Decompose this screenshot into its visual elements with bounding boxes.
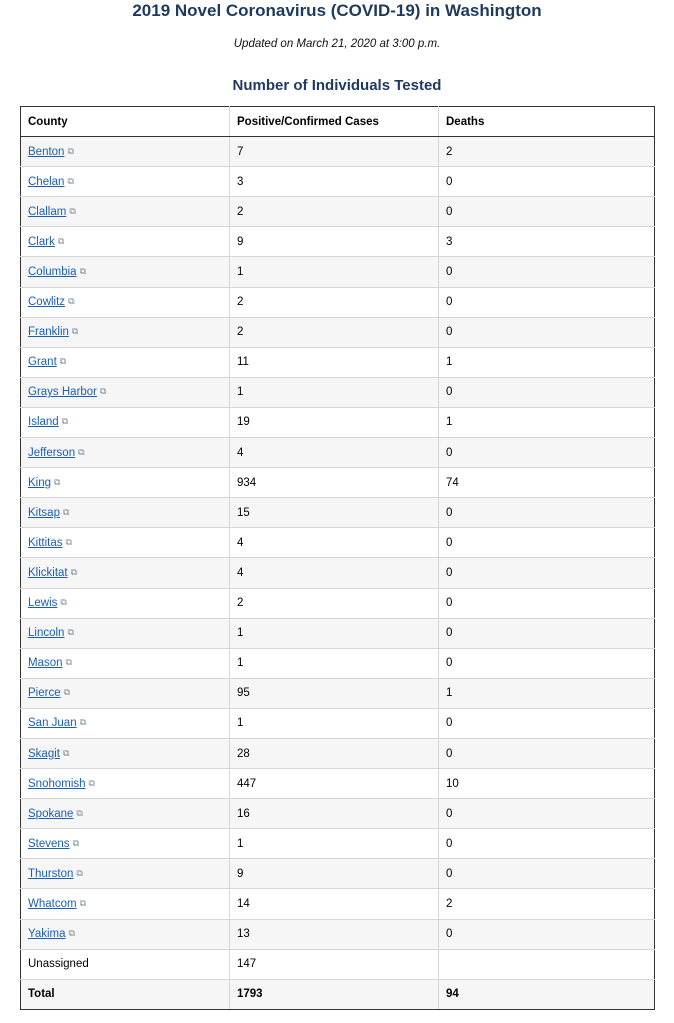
- table-row: [21, 919, 655, 949]
- cases-cell: 2: [230, 197, 439, 227]
- external-link-icon[interactable]: ⧉: [62, 747, 70, 758]
- county-cell: [21, 708, 230, 738]
- deaths-cell: 3: [439, 227, 655, 257]
- deaths-cell: 0: [439, 317, 655, 347]
- county-link[interactable]: Mason: [28, 657, 63, 670]
- external-link-icon[interactable]: ⧉: [76, 807, 83, 818]
- county-link[interactable]: Franklin: [28, 326, 69, 339]
- county-link[interactable]: Stevens: [28, 837, 70, 850]
- deaths-cell: 1: [439, 407, 655, 437]
- deaths-cell: 0: [439, 257, 655, 287]
- external-link-icon[interactable]: ⧉: [76, 867, 83, 878]
- external-link-icon[interactable]: ⧉: [71, 326, 79, 337]
- table-row: [21, 167, 655, 197]
- external-link-icon[interactable]: ⧉: [65, 657, 72, 668]
- county-cell: [21, 167, 230, 197]
- table-row: [21, 678, 655, 708]
- external-link-icon[interactable]: ⧉: [67, 627, 74, 638]
- county-cell: [21, 528, 230, 558]
- cases-cell: 2: [230, 287, 439, 317]
- table-row: [21, 799, 655, 829]
- table-row: [21, 588, 655, 618]
- external-link-icon[interactable]: ⧉: [61, 416, 69, 427]
- cases-cell: 2: [230, 317, 439, 347]
- deaths-cell: 0: [439, 708, 655, 738]
- external-link-icon[interactable]: ⧉: [70, 566, 78, 577]
- county-link[interactable]: Columbia: [28, 266, 77, 279]
- deaths-cell: 0: [439, 738, 655, 768]
- county-link[interactable]: Clark: [28, 235, 55, 248]
- table-row: [21, 558, 655, 588]
- cases-cell: 14: [230, 889, 439, 919]
- county-cell: [21, 588, 230, 618]
- deaths-cell: 0: [439, 799, 655, 829]
- county-cell: [21, 137, 230, 167]
- table-row: [21, 468, 655, 498]
- deaths-cell: 0: [439, 498, 655, 528]
- cases-cell: 1: [230, 829, 439, 859]
- cases-cell: 4: [230, 528, 439, 558]
- page-title: 2019 Novel Coronavirus (COVID-19) in Washington: [132, 1, 542, 20]
- county-link[interactable]: Grant: [28, 356, 57, 369]
- cases-cell: 15: [230, 498, 439, 528]
- county-link[interactable]: Lewis: [28, 597, 58, 610]
- deaths-cell: 10: [439, 769, 655, 799]
- cases-cell: 3: [230, 167, 439, 197]
- county-link[interactable]: Benton: [28, 145, 65, 158]
- table-row: [21, 528, 655, 558]
- cases-cell: 2: [230, 588, 439, 618]
- total-deaths-cell: 94: [439, 979, 655, 1009]
- county-cell: [21, 317, 230, 347]
- deaths-cell: 1: [439, 678, 655, 708]
- deaths-cell: 0: [439, 167, 655, 197]
- county-cell: [21, 738, 230, 768]
- cases-cell: 28: [230, 738, 439, 768]
- table-row: [21, 227, 655, 257]
- county-cell: [21, 769, 230, 799]
- deaths-cell: 2: [439, 137, 655, 167]
- county-link[interactable]: Snohomish: [28, 777, 86, 790]
- deaths-cell: 0: [439, 528, 655, 558]
- section-title: Number of Individuals Tested: [232, 77, 442, 94]
- cases-cell: 95: [230, 678, 439, 708]
- county-cell: [21, 407, 230, 437]
- deaths-cell: 74: [439, 468, 655, 498]
- table-header-row: [21, 107, 655, 137]
- cases-cell: 9: [230, 859, 439, 889]
- table-row: [21, 197, 655, 227]
- external-link-icon[interactable]: ⧉: [100, 386, 107, 397]
- cases-cell: 934: [230, 468, 439, 498]
- deaths-cell: 0: [439, 618, 655, 648]
- deaths-cell: 0: [439, 919, 655, 949]
- county-link[interactable]: San Juan: [28, 717, 77, 730]
- deaths-cell: 0: [439, 438, 655, 468]
- cases-cell: 9: [230, 227, 439, 257]
- external-link-icon[interactable]: ⧉: [79, 717, 87, 728]
- county-cell: [21, 949, 230, 979]
- county-cell: [21, 678, 230, 708]
- county-link[interactable]: Whatcom: [28, 897, 77, 910]
- cases-cell: 4: [230, 438, 439, 468]
- cases-cell: 11: [230, 347, 439, 377]
- total-row: [21, 979, 655, 1009]
- county-cell: [21, 347, 230, 377]
- table-row: [21, 949, 655, 979]
- deaths-cell: 0: [439, 377, 655, 407]
- table-row: [21, 257, 655, 287]
- column-header-cases: Positive/Confirmed Cases: [230, 107, 439, 137]
- cases-cell: 1: [230, 257, 439, 287]
- table-row: [21, 738, 655, 768]
- table-row: [21, 407, 655, 437]
- county-link[interactable]: Kittitas: [28, 536, 63, 549]
- external-link-icon[interactable]: ⧉: [59, 356, 67, 367]
- county-cell: [21, 197, 230, 227]
- county-cell: [21, 799, 230, 829]
- column-header-county: County: [21, 107, 230, 137]
- external-link-icon[interactable]: ⧉: [57, 235, 65, 246]
- county-cell: [21, 287, 230, 317]
- cases-cell: 147: [230, 949, 439, 979]
- external-link-icon[interactable]: ⧉: [63, 687, 71, 698]
- total-cases-cell: 1793: [230, 979, 439, 1009]
- county-cell: [21, 558, 230, 588]
- county-link[interactable]: Thurston: [28, 867, 74, 880]
- updated-timestamp: Updated on March 21, 2020 at 3:00 p.m.: [233, 38, 441, 50]
- cases-cell: 1: [230, 377, 439, 407]
- county-cell: [21, 498, 230, 528]
- county-cell: [21, 227, 230, 257]
- external-link-icon[interactable]: ⧉: [79, 266, 87, 277]
- cases-cell: 16: [230, 799, 439, 829]
- deaths-cell: 0: [439, 197, 655, 227]
- county-link[interactable]: Cowlitz: [28, 296, 66, 309]
- table-row: [21, 317, 655, 347]
- external-link-icon[interactable]: ⧉: [78, 446, 85, 457]
- county-link[interactable]: Chelan: [28, 175, 65, 188]
- county-cell: [21, 618, 230, 648]
- table-row: [21, 137, 655, 167]
- deaths-cell: 2: [439, 889, 655, 919]
- deaths-cell: 0: [439, 829, 655, 859]
- external-link-icon[interactable]: ⧉: [67, 145, 74, 156]
- cases-cell: 1: [230, 648, 439, 678]
- cases-cell: 1: [230, 618, 439, 648]
- deaths-cell: [439, 949, 655, 979]
- county-link[interactable]: Kitsap: [28, 506, 60, 519]
- county-link[interactable]: Skagit: [28, 747, 60, 760]
- county-link[interactable]: King: [28, 476, 52, 489]
- table-row: [21, 829, 655, 859]
- external-link-icon[interactable]: ⧉: [88, 777, 95, 788]
- cases-cell: 447: [230, 769, 439, 799]
- county-link[interactable]: Grays Harbor: [28, 386, 98, 399]
- table-row: [21, 438, 655, 468]
- county-cell: [21, 377, 230, 407]
- table-row: [21, 498, 655, 528]
- county-cell: [21, 859, 230, 889]
- external-link-icon[interactable]: ⧉: [62, 506, 70, 517]
- cases-cell: 7: [230, 137, 439, 167]
- county-link[interactable]: Jefferson: [28, 446, 76, 459]
- table-row: [21, 648, 655, 678]
- external-link-icon[interactable]: ⧉: [72, 837, 79, 848]
- table-row: [21, 377, 655, 407]
- external-link-icon[interactable]: ⧉: [65, 536, 72, 547]
- cases-cell: 4: [230, 558, 439, 588]
- external-link-icon[interactable]: ⧉: [67, 175, 74, 186]
- county-link[interactable]: Pierce: [28, 687, 61, 700]
- deaths-cell: 0: [439, 588, 655, 618]
- county-link[interactable]: Klickitat: [28, 566, 68, 579]
- cases-cell: 13: [230, 919, 439, 949]
- total-label-cell: Total: [21, 979, 230, 1009]
- table-row: [21, 347, 655, 377]
- county-link[interactable]: Island: [28, 416, 59, 429]
- table-row: [21, 769, 655, 799]
- county-cases-table: [20, 106, 655, 1010]
- county-cell: [21, 648, 230, 678]
- county-link[interactable]: Yakima: [28, 928, 66, 941]
- deaths-cell: 0: [439, 648, 655, 678]
- external-link-icon[interactable]: ⧉: [68, 928, 75, 939]
- table-row: [21, 859, 655, 889]
- cases-cell: 1: [230, 708, 439, 738]
- county-link[interactable]: Spokane: [28, 807, 74, 820]
- county-link[interactable]: Clallam: [28, 205, 67, 218]
- cases-cell: 19: [230, 407, 439, 437]
- deaths-cell: 1: [439, 347, 655, 377]
- external-link-icon[interactable]: ⧉: [68, 296, 75, 307]
- external-link-icon[interactable]: ⧉: [79, 897, 87, 908]
- table-row: [21, 889, 655, 919]
- table-row: [21, 708, 655, 738]
- county-cell: [21, 889, 230, 919]
- external-link-icon[interactable]: ⧉: [60, 597, 67, 608]
- county-link[interactable]: Lincoln: [28, 627, 65, 640]
- deaths-cell: 0: [439, 287, 655, 317]
- external-link-icon[interactable]: ⧉: [69, 205, 76, 216]
- column-header-deaths: Deaths: [439, 107, 655, 137]
- county-cell: [21, 919, 230, 949]
- county-cell: [21, 438, 230, 468]
- table-row: [21, 287, 655, 317]
- deaths-cell: 0: [439, 859, 655, 889]
- deaths-cell: 0: [439, 558, 655, 588]
- county-label: Unassigned: [28, 958, 89, 971]
- county-cell: [21, 257, 230, 287]
- external-link-icon[interactable]: ⧉: [54, 476, 61, 487]
- county-cell: [21, 829, 230, 859]
- table-row: [21, 618, 655, 648]
- county-cell: [21, 468, 230, 498]
